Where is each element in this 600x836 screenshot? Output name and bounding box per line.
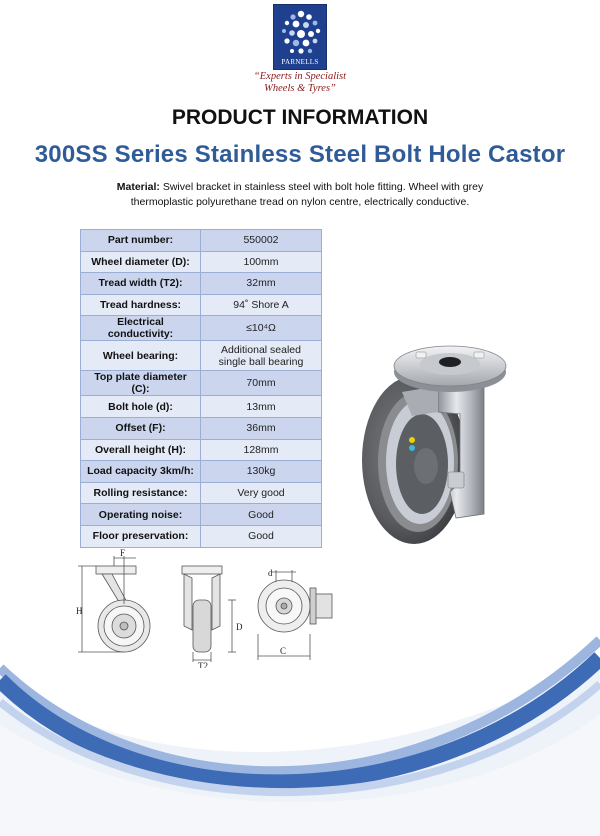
dimension-label-bolt-d: d [268,568,273,578]
spec-value: 550002 [201,230,322,252]
spec-label: Wheel diameter (D): [81,251,201,273]
logo-name: PARNELLS [281,58,319,66]
table-row [81,316,322,341]
spec-value: 128mm [201,439,322,461]
material-label: Material: [116,181,160,193]
spec-value-line-2: single ball bearing [218,355,304,368]
spec-value: 36mm [201,417,322,439]
spec-label: Tread hardness: [81,294,201,316]
spec-value-line-1: Additional sealed [221,343,301,356]
specifications-table [80,229,322,548]
spec-label: Operating noise: [81,504,201,526]
spec-label: Part number: [81,230,201,252]
spec-label: Load capacity 3km/h: [81,461,201,483]
spec-value: ≤10⁴Ω [201,316,322,341]
material-description [100,180,500,210]
table-row [81,273,322,295]
table-row [81,371,322,396]
spec-label: Bolt hole (d): [81,396,201,418]
spec-value: Very good [201,482,322,504]
spec-value: Good [201,525,322,547]
spec-value: 130kg [201,461,322,483]
spec-label: Tread width (T2): [81,273,201,295]
spec-value: 100mm [201,251,322,273]
castor-product-image [352,322,532,550]
spec-value: 32mm [201,273,322,295]
table-row [81,417,322,439]
table-row [81,439,322,461]
page-heading: PRODUCT INFORMATION [171,106,429,129]
decorative-waves [0,620,600,836]
logo-dots-graphic [274,5,328,61]
table-row [81,461,322,483]
table-row [81,482,322,504]
table-row [81,294,322,316]
material-line-1: Swivel bracket in stainless steel with bolt hole fitting. Wheel with grey [162,181,484,193]
dimension-label-t2: T2 [198,661,208,668]
spec-value: 13mm [201,396,322,418]
table-row [81,525,322,547]
spec-label: Overall height (H): [81,439,201,461]
material-line-2: thermoplastic polyurethane tread on nylon centre, electrically conductive. [130,196,470,208]
parnells-logo [273,4,327,70]
table-row [81,341,322,371]
dimension-label-h: H [76,606,83,616]
table-row [81,230,322,252]
dimension-label-f: F [120,548,126,558]
tagline-line-1: “Experts in Specialist [253,71,347,82]
spec-label: Offset (F): [81,417,201,439]
spec-value: Good [201,504,322,526]
spec-label: Wheel bearing: [81,341,201,371]
spec-label: Electrical conductivity: [81,316,201,341]
table-row [81,396,322,418]
table-row [81,251,322,273]
product-title: 300SS Series Stainless Steel Bolt Hole Castor [34,141,566,168]
dimension-label-c: C [280,646,287,656]
logo-tagline [200,71,400,95]
spec-value [201,341,322,371]
spec-label: Top plate diameter (C): [81,371,201,396]
spec-value: 70mm [201,371,322,396]
table-row [81,504,322,526]
spec-label: Floor preservation: [81,525,201,547]
spec-value: 94˚ Shore A [201,294,322,316]
tagline-line-2: Wheels & Tyres” [264,83,336,94]
dimension-label-wheel-d: D [236,622,243,632]
spec-label: Rolling resistance: [81,482,201,504]
